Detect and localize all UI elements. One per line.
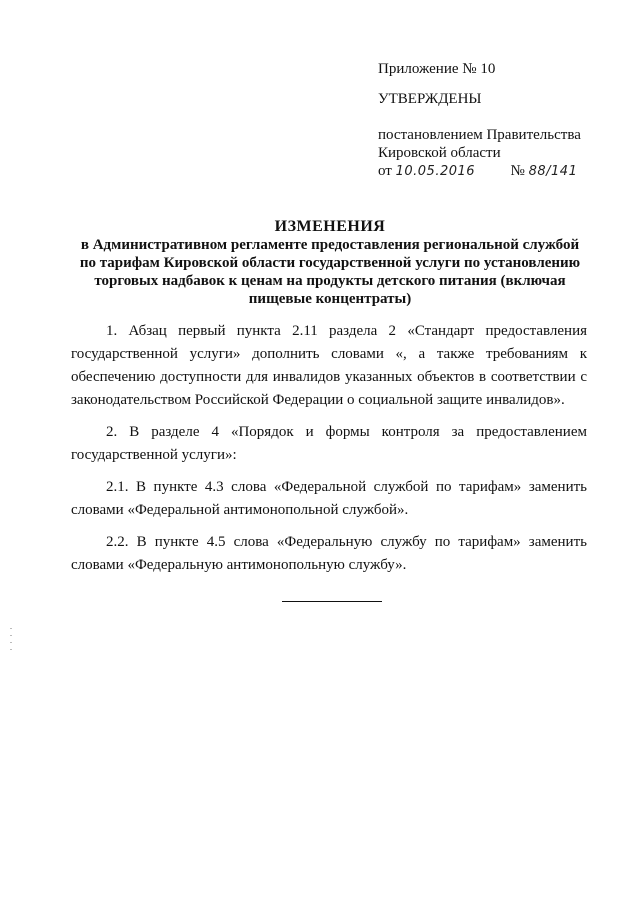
decree-label: постановлением Правительства xyxy=(378,127,581,143)
title-main: ИЗМЕНЕНИЯ xyxy=(274,218,386,235)
title-subtitle-line: торговых надбавок к ценам на продукты детского питания (включая xyxy=(94,273,566,289)
document-body xyxy=(71,320,587,586)
document-title xyxy=(60,218,600,308)
title-subtitle-line: пищевые концентраты) xyxy=(248,291,412,307)
paragraph-2-2: 2.2. В пункте 4.5 слова «Федеральную службу по тарифам» заменить словами «Федеральную антимонопольную службу». xyxy=(71,534,587,573)
approval-header xyxy=(378,60,618,181)
approved-label: УТВЕРЖДЕНЫ xyxy=(378,91,482,107)
region-label: Кировской области xyxy=(378,145,501,161)
paragraph-2: 2. В разделе 4 «Порядок и формы контроля за предоставлением государственной услуги»: xyxy=(71,424,587,463)
paragraph-2-1: 2.1. В пункте 4.3 слова «Федеральной службой по тарифам» заменить словами «Федеральной антимонопольной службой». xyxy=(71,479,587,518)
scan-artifact xyxy=(10,628,16,658)
title-subtitle-line: в Административном регламенте предоставления региональной службой xyxy=(80,237,580,253)
handwritten-date: 10.05.2016 xyxy=(395,164,476,179)
title-subtitle-line: по тарифам Кировской области государственной услуги по установлению xyxy=(79,255,581,271)
paragraph-1: 1. Абзац первый пункта 2.11 раздела 2 «Стандарт предоставления государственной услуги» дополнить словами «, а также требованиям к обеспечению доступности для инвалидов указанных объектов в соответствии с законодательством Российской Федерации о социальной защите инвалидов». xyxy=(71,323,587,408)
closing-divider xyxy=(282,601,382,602)
from-label: от xyxy=(378,163,392,179)
date-number-line xyxy=(378,162,618,181)
number-label: № xyxy=(510,163,525,179)
appendix-label: Приложение № 10 xyxy=(378,61,496,77)
handwritten-number: 88/141 xyxy=(528,164,578,179)
